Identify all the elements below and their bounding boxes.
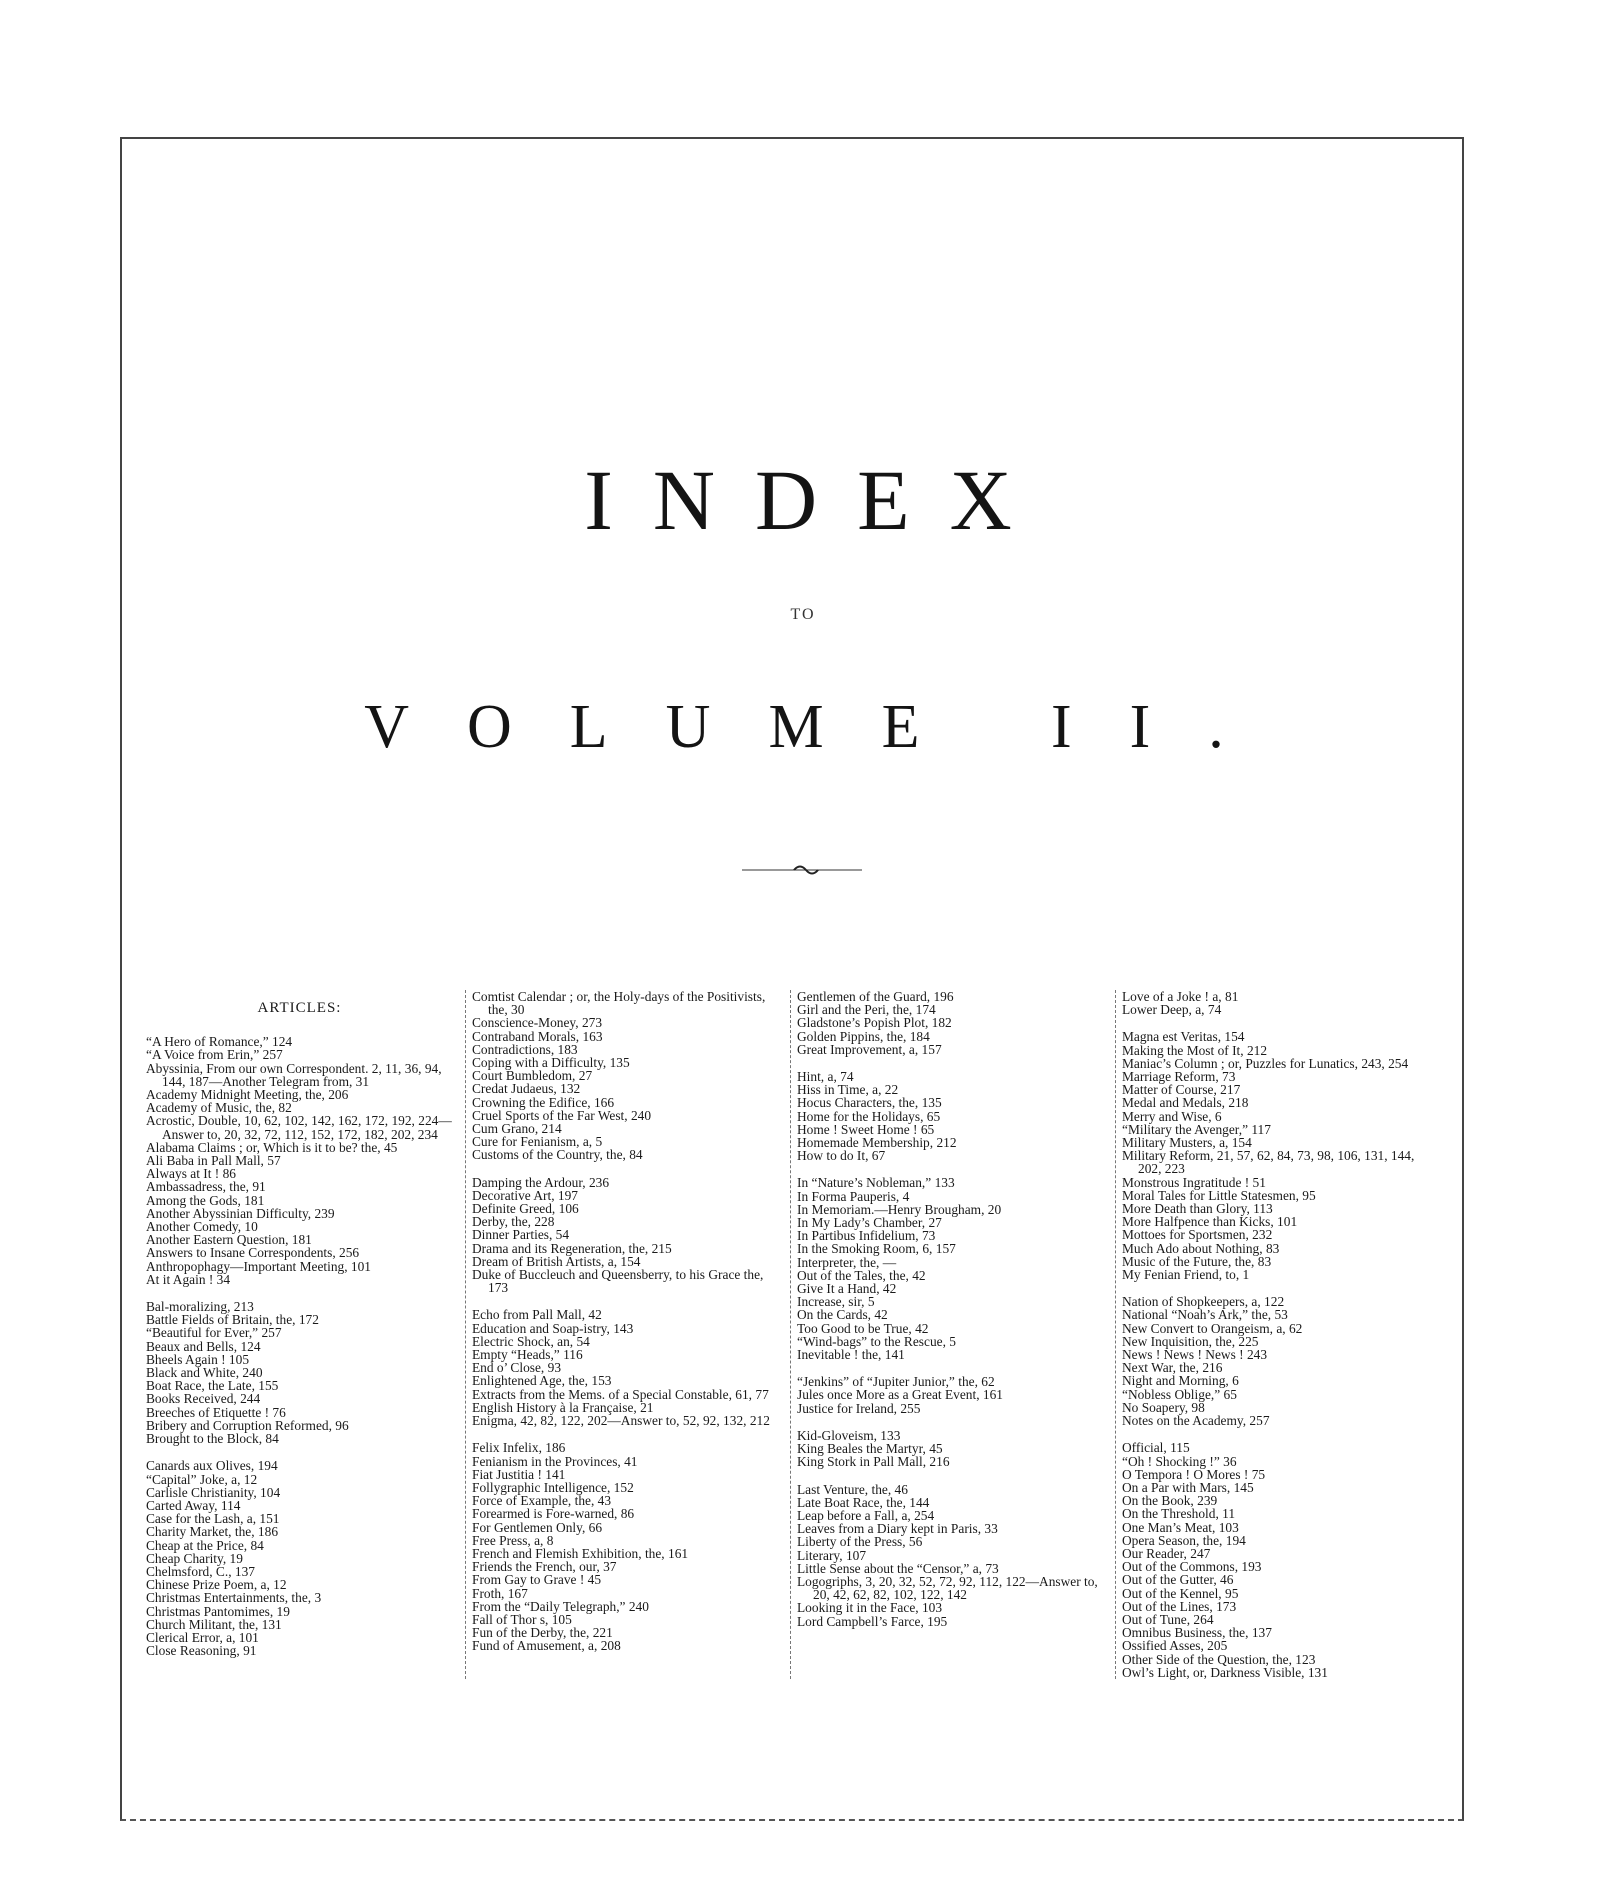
index-entry: Ali Baba in Pall Mall, 57	[146, 1153, 281, 1169]
index-entry: Bal-moralizing, 213	[146, 1299, 254, 1315]
index-entry: Breeches of Etiquette ! 76	[146, 1404, 286, 1420]
index-entry: Logogriphs, 3, 20, 32, 52, 72, 92, 112, 122—Answer to, 20, 42, 62, 82, 102, 122, 142	[797, 1573, 1098, 1603]
index-entry: Marriage Reform, 73	[1122, 1069, 1236, 1085]
index-entry: Inevitable ! the, 141	[797, 1347, 905, 1363]
index-entry: My Fenian Friend, to, 1	[1122, 1267, 1250, 1283]
index-entry: Magna est Veritas, 154	[1122, 1029, 1245, 1045]
index-entry: Our Reader, 247	[1122, 1545, 1211, 1561]
index-entry: Canards aux Olives, 194	[146, 1458, 278, 1474]
index-entry: Extracts from the Mems. of a Special Constable, 61, 77	[472, 1386, 769, 1402]
index-entry: Follygraphic Intelligence, 152	[472, 1479, 634, 1495]
index-entry: Omnibus Business, the, 137	[1122, 1625, 1272, 1641]
index-entry: O Tempora ! O Mores ! 75	[1122, 1466, 1266, 1482]
index-columns	[140, 990, 1440, 1679]
index-entry: Court Bumbledom, 27	[472, 1068, 593, 1084]
index-entry: Cheap Charity, 19	[146, 1550, 243, 1566]
index-entry: Fenianism in the Provinces, 41	[472, 1453, 638, 1469]
index-entry: In Forma Pauperis, 4	[797, 1188, 910, 1204]
index-entry: Definite Greed, 106	[472, 1201, 579, 1217]
index-entry: On a Par with Mars, 145	[1122, 1479, 1254, 1495]
index-entry: Chelmsford, C., 137	[146, 1563, 255, 1579]
index-entry: Customs of the Country, the, 84	[472, 1147, 643, 1163]
index-entry: Battle Fields of Britain, the, 172	[146, 1312, 319, 1328]
index-entry: Too Good to be True, 42	[797, 1320, 929, 1336]
section-gap	[1122, 1016, 1428, 1030]
index-entry: On the Book, 239	[1122, 1493, 1218, 1509]
index-entry: Nation of Shopkeepers, a, 122	[1122, 1294, 1285, 1310]
index-entry: Duke of Buccleuch and Queensberry, to his Grace the, 173	[472, 1267, 764, 1296]
index-entry: King Beales the Martyr, 45	[797, 1441, 943, 1457]
index-entry: Liberty of the Press, 56	[797, 1534, 923, 1550]
index-column-2	[465, 990, 782, 1679]
index-entry: Merry and Wise, 6	[1122, 1108, 1222, 1124]
index-entry: Case for the Lash, a, 151	[146, 1511, 280, 1527]
index-entry: Cheap at the Price, 84	[146, 1537, 264, 1553]
index-entry: Fiat Justitia ! 141	[472, 1466, 566, 1482]
index-entry: Felix Infelix, 186	[472, 1440, 566, 1456]
index-entry: Acrostic, Double, 10, 62, 102, 142, 162, 172, 192, 224—Answer to, 20, 32, 72, 112, 152, 172, 182, 202, 234	[146, 1113, 452, 1142]
index-entry: Coping with a Difficulty, 135	[472, 1055, 630, 1071]
index-entry: Books Received, 244	[146, 1391, 261, 1407]
index-entry: At it Again ! 34	[146, 1271, 231, 1287]
index-entry: Echo from Pall Mall, 42	[472, 1307, 602, 1323]
section-gap	[797, 1056, 1103, 1070]
index-entry: In Partibus Infidelium, 73	[797, 1228, 936, 1244]
index-entry: More Death than Glory, 113	[1122, 1201, 1273, 1217]
index-entry: Medal and Medals, 218	[1122, 1095, 1249, 1111]
index-entry: Military Musters, a, 154	[1122, 1135, 1252, 1151]
index-entry: “Oh ! Shocking !” 36	[1122, 1453, 1237, 1469]
index-entry: Leap before a Fall, a, 254	[797, 1507, 935, 1523]
index-entry: Abyssinia, From our own Correspondent. 2, 11, 36, 94, 144, 187—Another Telegram from, 31	[146, 1060, 442, 1089]
index-entry: Alabama Claims ; or, Which is it to be? the, 45	[146, 1139, 398, 1155]
index-entry: Carted Away, 114	[146, 1497, 241, 1513]
index-entry: Electric Shock, an, 54	[472, 1333, 590, 1349]
index-entry: Home ! Sweet Home ! 65	[797, 1121, 935, 1137]
index-entry: Charity Market, the, 186	[146, 1524, 279, 1540]
index-entry: Justice for Ireland, 255	[797, 1400, 921, 1416]
index-entry: End o’ Close, 93	[472, 1360, 562, 1376]
index-entry: Dinner Parties, 54	[472, 1227, 570, 1243]
index-entry: “Beautiful for Ever,” 257	[146, 1325, 282, 1341]
index-entry: Making the Most of It, 212	[1122, 1042, 1268, 1058]
index-entry: Maniac’s Column ; or, Puzzles for Lunatics, 243, 254	[1122, 1055, 1409, 1071]
index-entry: National “Noah’s Ark,” the, 53	[1122, 1307, 1288, 1323]
section-gap	[797, 1162, 1103, 1176]
index-entry: Opera Season, the, 194	[1122, 1532, 1246, 1548]
index-entry: Christmas Pantomimes, 19	[146, 1603, 290, 1619]
index-entry: “Nobless Oblige,” 65	[1122, 1386, 1237, 1402]
index-entry: Out of the Gutter, 46	[1122, 1572, 1234, 1588]
index-entry: Close Reasoning, 91	[146, 1643, 257, 1659]
index-entry: Kid-Gloveism, 133	[797, 1427, 901, 1443]
index-entry: Lower Deep, a, 74	[1122, 1002, 1222, 1018]
index-entry: Dream of British Artists, a, 154	[472, 1253, 641, 1269]
index-entry: Monstrous Ingratitude ! 51	[1122, 1174, 1266, 1190]
index-entry: Another Comedy, 10	[146, 1219, 258, 1235]
index-entry: Christmas Entertainments, the, 3	[146, 1590, 322, 1606]
index-column-3	[790, 990, 1107, 1679]
index-entry: Girl and the Peri, the, 174	[797, 1002, 936, 1018]
index-entry: Drama and its Regeneration, the, 215	[472, 1240, 672, 1256]
index-entry: On the Threshold, 11	[1122, 1506, 1236, 1522]
index-entry: English History à la Française, 21	[472, 1399, 654, 1415]
index-entry: Last Venture, the, 46	[797, 1481, 908, 1497]
index-entry: Force of Example, the, 43	[472, 1493, 612, 1509]
index-entry: Fall of Thor s, 105	[472, 1611, 572, 1627]
index-entry: Little Sense about the “Censor,” a, 73	[797, 1560, 999, 1576]
section-gap	[472, 1162, 778, 1176]
to-label: TO	[790, 606, 816, 623]
index-entry: Music of the Future, the, 83	[1122, 1253, 1272, 1269]
index-entry: Empty “Heads,” 116	[472, 1347, 583, 1363]
volume-title: VOLUME II.	[364, 693, 1282, 761]
index-entry: “Military the Avenger,” 117	[1122, 1121, 1271, 1137]
index-entry: Out of the Commons, 193	[1122, 1559, 1262, 1575]
index-entry: Enigma, 42, 82, 122, 202—Answer to, 52, 92, 132, 212	[472, 1413, 770, 1429]
index-entry: Black and White, 240	[146, 1365, 263, 1381]
index-entry: King Stork in Pall Mall, 216	[797, 1454, 950, 1470]
index-entry: No Soapery, 98	[1122, 1399, 1205, 1415]
index-entry: Always at It ! 86	[146, 1166, 236, 1182]
index-entry: Golden Pippins, the, 184	[797, 1028, 930, 1044]
index-entry: French and Flemish Exhibition, the, 161	[472, 1545, 689, 1561]
index-entry: Free Press, a, 8	[472, 1532, 554, 1548]
index-entry: Gentlemen of the Guard, 196	[797, 989, 954, 1004]
index-entry: Official, 115	[1122, 1440, 1190, 1456]
index-entry: Bheels Again ! 105	[146, 1351, 250, 1367]
index-entry: Owl’s Light, or, Darkness Visible, 131	[1122, 1664, 1328, 1680]
index-entry: Hiss in Time, a, 22	[797, 1082, 899, 1098]
index-entry: Contradictions, 183	[472, 1041, 578, 1057]
index-entry: “Wind-bags” to the Rescue, 5	[797, 1333, 956, 1349]
index-entry: Credat Judaeus, 132	[472, 1081, 581, 1097]
index-entry: Boat Race, the Late, 155	[146, 1378, 279, 1394]
index-entry: “Capital” Joke, a, 12	[146, 1471, 258, 1487]
index-entry: News ! News ! News ! 243	[1122, 1347, 1268, 1363]
index-entry: Ambassadress, the, 91	[146, 1179, 266, 1195]
index-entry: In Memoriam.—Henry Brougham, 20	[797, 1201, 1002, 1217]
index-entry: Enlightened Age, the, 153	[472, 1373, 612, 1389]
index-entry: Church Militant, the, 131	[146, 1616, 282, 1632]
index-entry: How to do It, 67	[797, 1148, 886, 1164]
index-entry: Hocus Characters, the, 135	[797, 1095, 942, 1111]
index-entry: Brought to the Block, 84	[146, 1431, 279, 1447]
index-entry: “Jenkins” of “Jupiter Junior,” the, 62	[797, 1374, 995, 1390]
index-entry: Education and Soap-istry, 143	[472, 1320, 634, 1336]
index-title: INDEX	[584, 452, 1052, 548]
index-entry: Give It a Hand, 42	[797, 1281, 897, 1297]
index-entry: Increase, sir, 5	[797, 1294, 875, 1310]
index-entry: Out of the Kennel, 95	[1122, 1585, 1239, 1601]
index-entry: On the Cards, 42	[797, 1307, 888, 1323]
index-entry: “A Voice from Erin,” 257	[146, 1047, 283, 1063]
index-entry: Anthropophagy—Important Meeting, 101	[146, 1258, 371, 1274]
index-column-1	[140, 990, 457, 1679]
index-entry: “A Hero of Romance,” 124	[146, 1034, 293, 1050]
divider-ornament	[742, 860, 862, 880]
index-entry: Out of the Lines, 173	[1122, 1598, 1237, 1614]
section-gap	[472, 1294, 778, 1308]
index-entry: From Gay to Grave ! 45	[472, 1572, 602, 1588]
index-entry: Fun of the Derby, the, 221	[472, 1625, 613, 1641]
index-entry: Military Reform, 21, 57, 62, 84, 73, 98, 106, 131, 144, 202, 223	[1122, 1148, 1415, 1177]
index-entry: Contraband Morals, 163	[472, 1028, 603, 1044]
index-entry: More Halfpence than Kicks, 101	[1122, 1214, 1298, 1230]
index-entry: In “Nature’s Nobleman,” 133	[797, 1175, 955, 1191]
index-entry: Ossified Asses, 205	[1122, 1638, 1228, 1654]
index-entry: Home for the Holidays, 65	[797, 1108, 941, 1124]
index-entry: Out of the Tales, the, 42	[797, 1267, 926, 1283]
index-entry: Leaves from a Diary kept in Paris, 33	[797, 1521, 998, 1537]
section-gap	[797, 1415, 1103, 1429]
index-entry: Fund of Amusement, a, 208	[472, 1638, 621, 1654]
index-entry: Great Improvement, a, 157	[797, 1041, 942, 1057]
index-entry: In the Smoking Room, 6, 157	[797, 1241, 956, 1257]
index-entry: Gladstone’s Popish Plot, 182	[797, 1015, 952, 1031]
index-entry: Literary, 107	[797, 1547, 867, 1563]
index-entry: Chinese Prize Poem, a, 12	[146, 1577, 287, 1593]
section-gap	[1122, 1427, 1428, 1441]
index-entry: Academy of Music, the, 82	[146, 1100, 292, 1116]
section-gap	[797, 1361, 1103, 1375]
index-entry: From the “Daily Telegraph,” 240	[472, 1598, 649, 1614]
index-entry: Cruel Sports of the Far West, 240	[472, 1107, 652, 1123]
index-entry: Night and Morning, 6	[1122, 1373, 1239, 1389]
index-entry: Among the Gods, 181	[146, 1192, 265, 1208]
index-entry: Froth, 167	[472, 1585, 528, 1601]
index-entry: Cure for Fenianism, a, 5	[472, 1134, 603, 1150]
index-entry: Conscience-Money, 273	[472, 1015, 603, 1031]
index-entry: Answers to Insane Correspondents, 256	[146, 1245, 360, 1261]
index-entry: Comtist Calendar ; or, the Holy-days of the Positivists, the, 30	[472, 989, 766, 1018]
index-entry: Bribery and Corruption Reformed, 96	[146, 1417, 349, 1433]
index-entry: Derby, the, 228	[472, 1214, 555, 1230]
index-entry: New Convert to Orangeism, a, 62	[1122, 1320, 1303, 1336]
index-entry: Interpreter, the, —	[797, 1254, 897, 1270]
index-entry: Another Abyssinian Difficulty, 239	[146, 1205, 335, 1221]
index-entry: One Man’s Meat, 103	[1122, 1519, 1239, 1535]
index-entry: New Inquisition, the, 225	[1122, 1333, 1259, 1349]
index-entry: Jules once More as a Great Event, 161	[797, 1387, 1003, 1403]
index-entry: Lord Campbell’s Farce, 195	[797, 1613, 948, 1629]
index-entry: Clerical Error, a, 101	[146, 1629, 259, 1645]
index-entry: Carlisle Christianity, 104	[146, 1484, 281, 1500]
index-entry: Other Side of the Question, the, 123	[1122, 1651, 1316, 1667]
index-entry: Homemade Membership, 212	[797, 1135, 957, 1151]
index-entry: Decorative Art, 197	[472, 1187, 578, 1203]
index-entry: Forearmed is Fore-warned, 86	[472, 1506, 635, 1522]
index-entry: Out of Tune, 264	[1122, 1611, 1214, 1627]
section-gap	[797, 1469, 1103, 1483]
index-entry: Damping the Ardour, 236	[472, 1174, 610, 1190]
section-gap	[146, 1286, 453, 1300]
index-entry: Love of a Joke ! a, 81	[1122, 989, 1239, 1004]
index-entry: Next War, the, 216	[1122, 1360, 1223, 1376]
section-gap	[472, 1427, 778, 1441]
index-entry: Notes on the Academy, 257	[1122, 1413, 1270, 1429]
index-column-4	[1115, 990, 1432, 1679]
index-entry: Looking it in the Face, 103	[797, 1600, 943, 1616]
index-entry: Friends the French, our, 37	[472, 1559, 617, 1575]
index-entry: Beaux and Bells, 124	[146, 1338, 261, 1354]
index-entry: Crowning the Edifice, 166	[472, 1094, 615, 1110]
index-entry: For Gentlemen Only, 66	[472, 1519, 603, 1535]
articles-heading: ARTICLES:	[257, 1000, 342, 1016]
index-entry: Moral Tales for Little Statesmen, 95	[1122, 1187, 1316, 1203]
index-entry: Much Ado about Nothing, 83	[1122, 1240, 1280, 1256]
index-entry: Mottoes for Sportsmen, 232	[1122, 1227, 1273, 1243]
section-gap	[146, 1445, 453, 1459]
index-entry: Academy Midnight Meeting, the, 206	[146, 1087, 349, 1103]
index-entry: Hint, a, 74	[797, 1069, 854, 1085]
index-entry: Matter of Course, 217	[1122, 1082, 1241, 1098]
index-entry: Late Boat Race, the, 144	[797, 1494, 930, 1510]
index-entry: In My Lady’s Chamber, 27	[797, 1215, 942, 1231]
index-entry: Cum Grano, 214	[472, 1121, 562, 1137]
index-entry: Another Eastern Question, 181	[146, 1232, 312, 1248]
section-gap	[1122, 1281, 1428, 1295]
